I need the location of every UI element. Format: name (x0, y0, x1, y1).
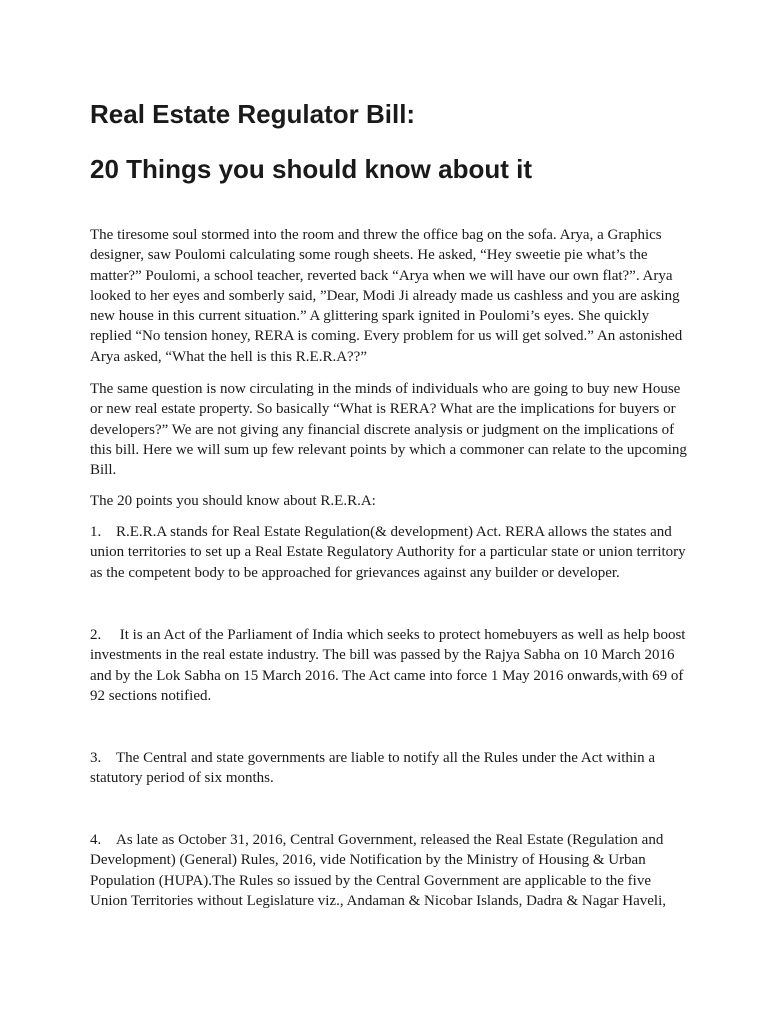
point-item (90, 748, 690, 789)
point-text: R.E.R.A stands for Real Estate Regulation(& development) Act. RERA allows the states and union territories to set up a Real Estate Regulatory Authority for a particular state or union territory as the competent body to be approached for grievances against any builder or developer. (90, 524, 686, 581)
point-item (90, 522, 690, 583)
point-text: As late as October 31, 2016, Central Government, released the Real Estate (Regulation and Development) (General) Rules, 2016, vide Notification by the Ministry of Housing & Urban Population (HUPA).The Rules so issued by the Central Government are applicable to the five Union Territories without Legislature viz., Andaman & Nicobar Islands, Dadra & Nagar Haveli, (90, 832, 667, 909)
point-number: 1. (90, 524, 102, 540)
point-number: 2. (90, 627, 102, 643)
point-item (90, 830, 690, 911)
document-title-line-2: 20 Things you should know about it (90, 154, 532, 184)
points-intro-paragraph: The 20 points you should know about R.E.R.A: (90, 493, 376, 509)
point-number: 3. (90, 750, 102, 766)
intro-paragraph: The tiresome soul stormed into the room and threw the office bag on the sofa. Arya, a Graphics designer, saw Poulomi calculating some rough sheets. He asked, “Hey sweetie pie what’s the matter?” Poulomi, a school teacher, reverted back “Arya when we will have our own flat?”. Arya looked to her eyes and somberly said, ”Dear, Modi Ji already made us cashless and you are asking new house in this current situation.” A glittering spark ignited in Poulomi’s eyes. She quickly replied “No tension honey, RERA is coming. Every problem for us will get solved.” An astonished Arya asked, “What the hell is this R.E.R.A??” (90, 227, 683, 365)
document-title-line-1: Real Estate Regulator Bill: (90, 99, 416, 129)
context-paragraph: The same question is now circulating in the minds of individuals who are going to buy new House or new real estate property. So basically “What is RERA? What are the implications for buyers or developers?” We are not giving any financial discrete analysis or judgment on the implications of this bill. Here we will sum up few relevant points by which a commoner can relate to the upcoming Bill. (90, 381, 687, 479)
point-item (90, 625, 690, 706)
point-text: It is an Act of the Parliament of India which seeks to protect homebuyers as well as help boost investments in the real estate industry. The bill was passed by the Rajya Sabha on 10 March 2016 and by the Lok Sabha on 15 March 2016. The Act came into force 1 May 2016 onwards,with 69 of 92 sections notified. (90, 627, 686, 704)
point-number: 4. (90, 832, 102, 848)
point-text: The Central and state governments are liable to notify all the Rules under the Act within a statutory period of six months. (90, 750, 656, 787)
